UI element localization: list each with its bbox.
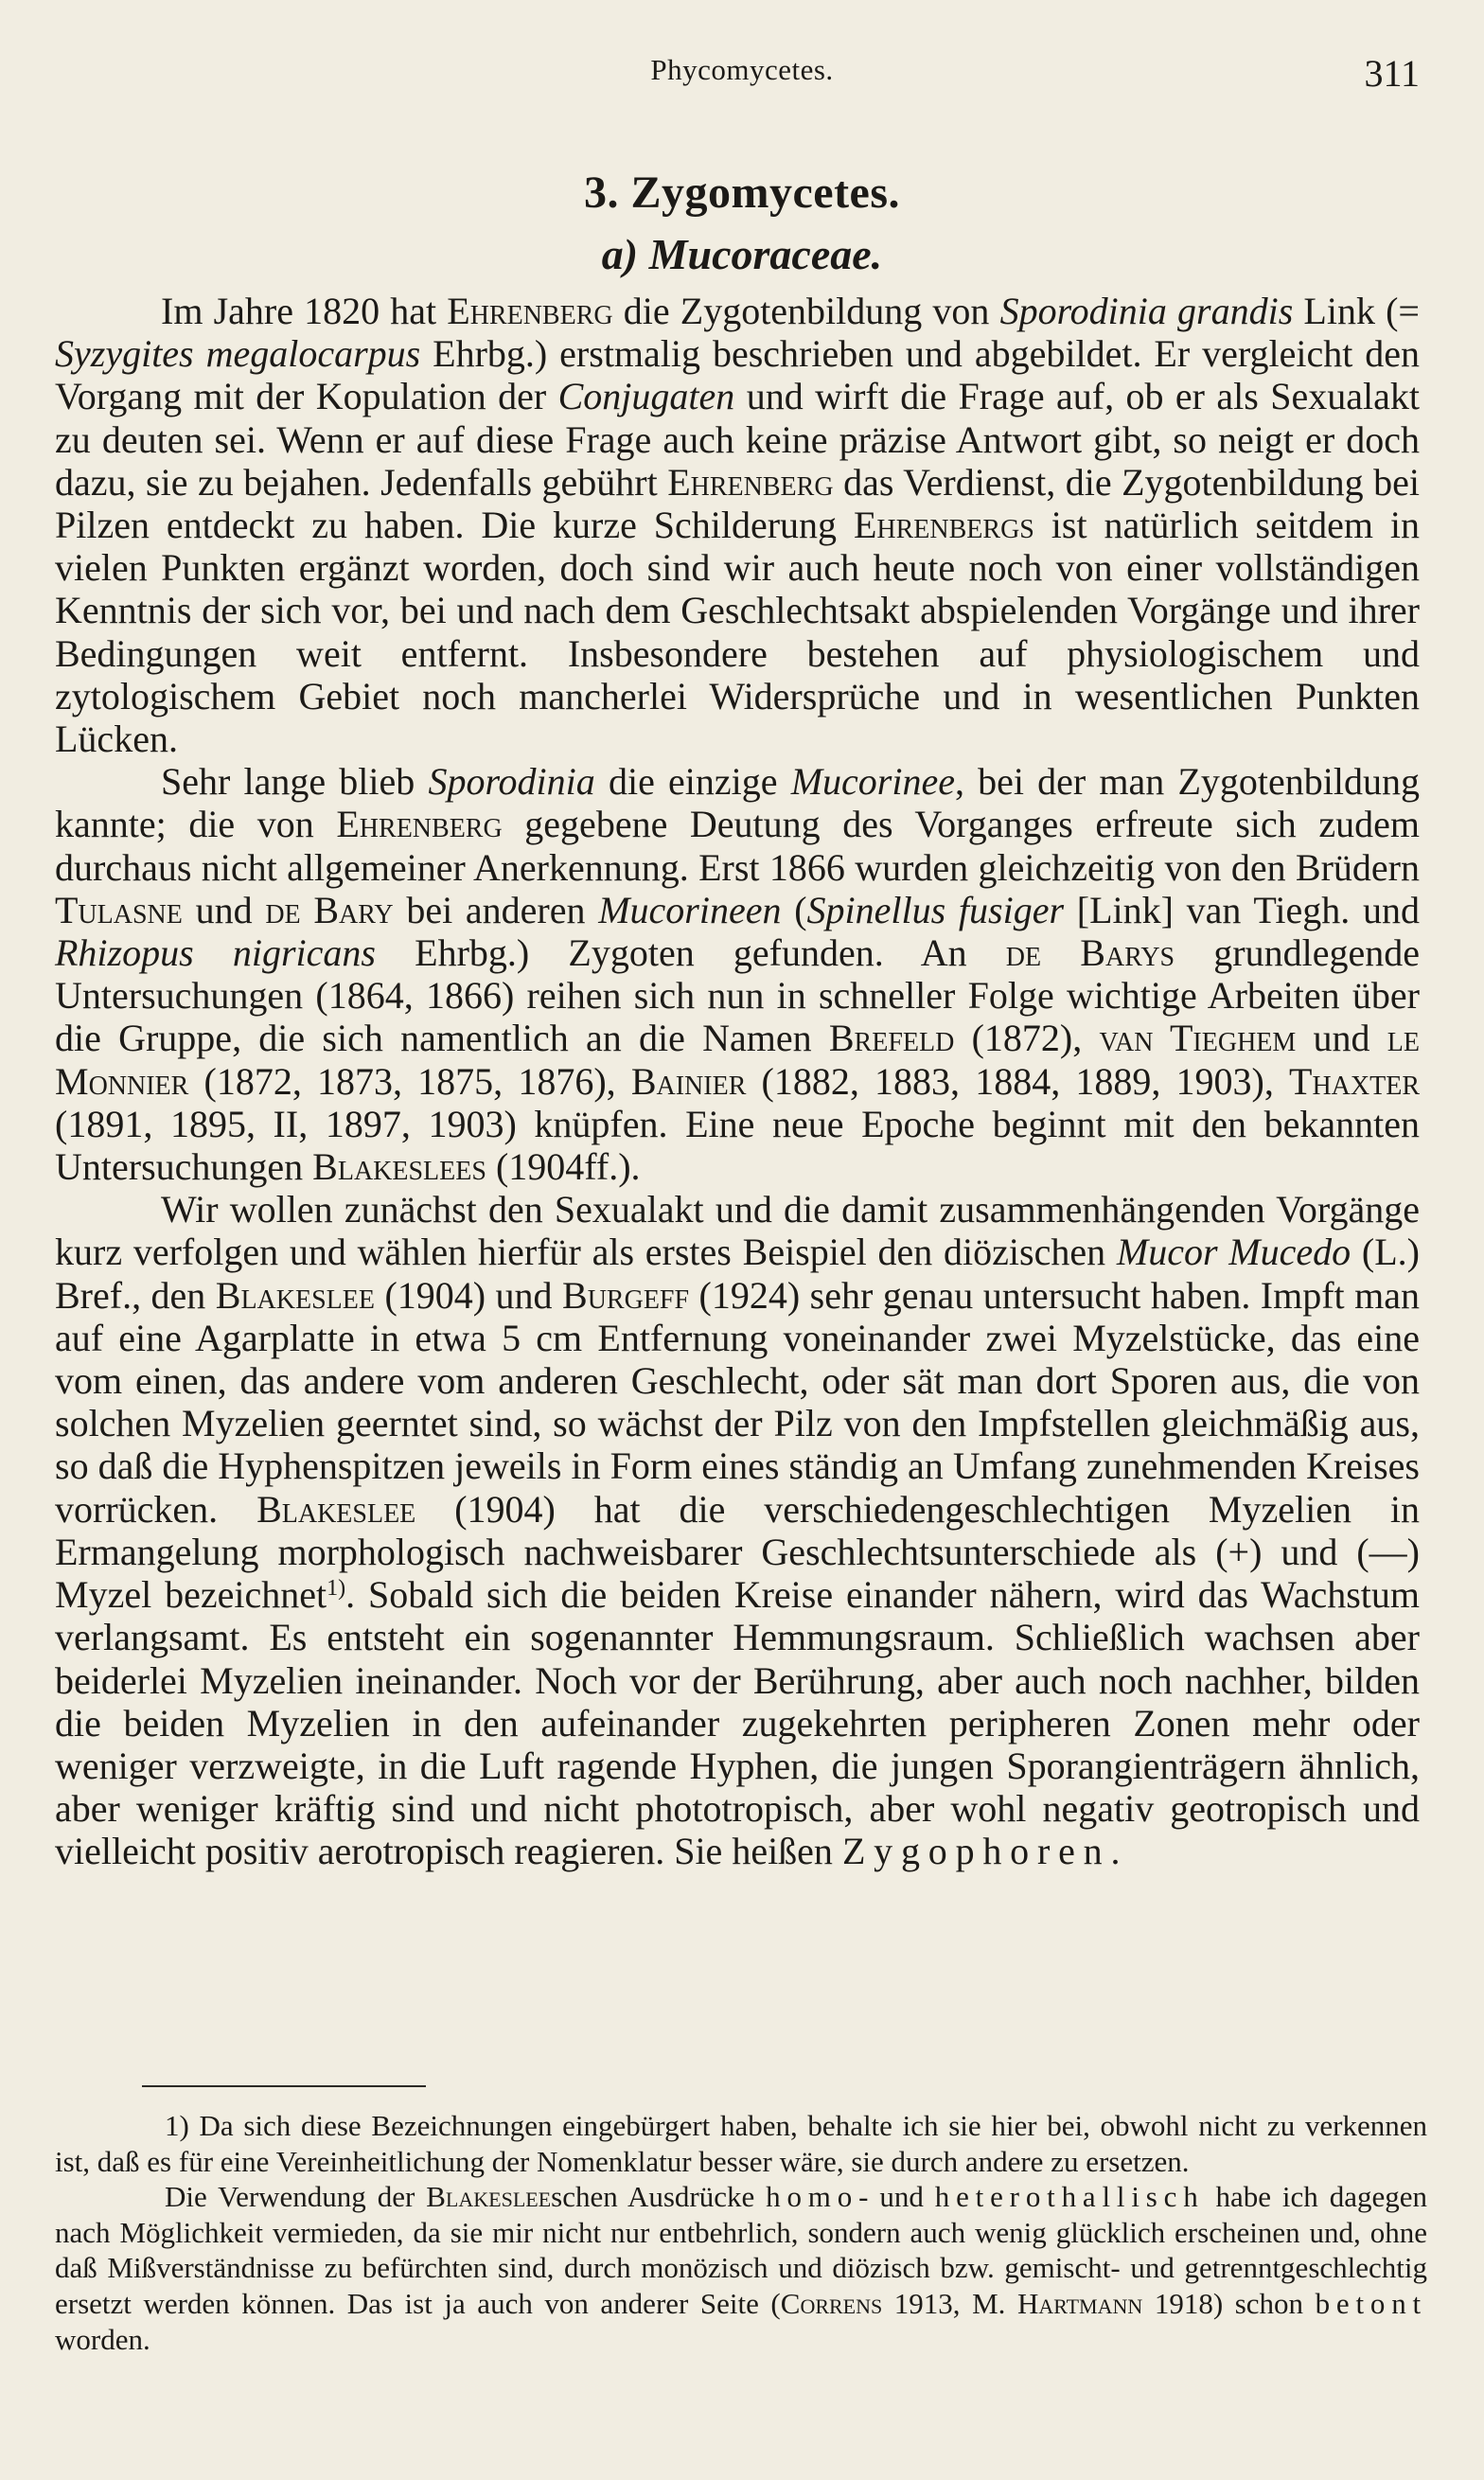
text-run: ( xyxy=(781,888,807,931)
footnote-paragraph xyxy=(55,2179,1427,2357)
text-run: (1872, 1873, 1875, 1876), xyxy=(188,1059,631,1103)
text-run: 1918) schon xyxy=(1142,2286,1316,2320)
text-run: Mucorinee xyxy=(790,760,955,804)
text-run: . Sobald sich die beiden Kreise einander nähern, wird das Wachstum verlangsamt. Es entsteht ein sogenannter Hemmungsraum. Schließlich wachsen aber beiderlei Myzelien ineinander. Noch vor der Berührung, aber auch noch nachher, bilden die beiden Myzelien in den aufeinander zugekehrten peripheren Zonen mehr oder weniger verzweigte, in die Luft ragende Hyphen, die jungen Sporangienträgern ähnlich, aber weniger kräftig sind und nicht phototropisch, aber wohl negativ geotropisch und vielleicht positiv aerotropisch reagieren. Sie heißen xyxy=(55,1573,1420,1873)
text-run: 1) Da sich diese Bezeichnungen eingebürgert haben, behalte ich sie hier bei, obwohl nicht zu verkennen ist, daß es für eine Vereinheitlichung der Nomenklatur besser wäre, sie durch andere zu ersetzen. xyxy=(55,2109,1427,2178)
text-run: Tulasne xyxy=(55,888,183,931)
running-head-title: Phycomycetes. xyxy=(650,53,834,86)
text-run: Im Jahre 1820 hat xyxy=(161,290,448,332)
text-run: Sporodinia xyxy=(428,760,595,804)
text-run: Blakeslee xyxy=(215,1273,375,1317)
text-run: Blakeslee xyxy=(426,2180,552,2214)
text-run: die einzige xyxy=(594,760,791,804)
text-run: (1904) und xyxy=(374,1273,563,1317)
body-paragraph xyxy=(55,290,1420,760)
text-run: de Barys xyxy=(1005,931,1175,975)
text-run: habe ich dagegen nach Möglichkeit vermieden, da sie mir nicht nur entbehrlich, sondern auch wenig glücklich erscheinen und, ohne daß Mißverständnisse zu befürchten sind, durch monözisch und diözisch bzw. gemischt- und getrenntgeschlechtig ersetzt werden können. Das ist ja auch von anderer Seite ( xyxy=(55,2180,1428,2320)
text-run: Blakeslee xyxy=(256,1487,416,1531)
text-run: Burgeff xyxy=(562,1273,690,1317)
text-run: van Tieghem xyxy=(1099,1017,1297,1060)
section-number: 3. xyxy=(583,168,619,218)
text-run: Ehrbg.) erstmalig beschrieben und abgebildet. Er vergleicht den Vorgang mit der Kopulation der xyxy=(55,332,1421,418)
section-heading xyxy=(0,167,1484,219)
text-run: Syzygites megalocarpus xyxy=(55,332,421,376)
text-run: betont xyxy=(1315,2286,1427,2320)
text-run: (1872), xyxy=(954,1017,1100,1060)
text-run: Ehrenberg xyxy=(336,803,503,846)
text-run: bei anderen xyxy=(393,888,599,931)
text-run: - und xyxy=(858,2180,935,2214)
text-run: 1913, M. xyxy=(882,2286,1017,2320)
text-run: Ehrbg.) Zygoten gefunden. An xyxy=(375,931,1006,975)
text-run: Blakeslees xyxy=(312,1145,486,1189)
text-run: Ehrenberg xyxy=(447,290,613,332)
text-run: le Monnier xyxy=(55,1017,1420,1103)
text-run: Bainier xyxy=(630,1059,747,1103)
running-head xyxy=(0,53,1484,100)
text-run: Ehrenbergs xyxy=(853,504,1034,547)
text-run: Hartmann xyxy=(1016,2286,1143,2320)
text-run: das Verdienst, die Zygotenbildung bei Pilzen entdeckt zu haben. Die kurze Schilderung xyxy=(55,460,1421,547)
subsection-title: Mucoraceae. xyxy=(648,230,883,278)
text-run: Conjugaten xyxy=(557,375,735,418)
text-run: [Link] van Tiegh. und xyxy=(1064,888,1421,931)
text-run: Mucor Mucedo xyxy=(1116,1231,1352,1274)
text-run: Brefeld xyxy=(828,1017,955,1060)
footnote-rule xyxy=(142,2085,426,2087)
text-run: die Zygotenbildung von xyxy=(612,290,1000,332)
text-run: (L.) Bref., den xyxy=(55,1231,1420,1317)
text-run: Sehr lange blieb xyxy=(161,760,429,804)
body-text xyxy=(55,290,1420,1873)
page-number: 311 xyxy=(1364,52,1420,95)
footnote-paragraph xyxy=(55,2108,1427,2179)
text-run: Ehrenberg xyxy=(667,460,834,504)
text-run: Correns xyxy=(780,2286,883,2320)
text-run: Sporodinia grandis xyxy=(999,290,1294,332)
text-run: worden. xyxy=(55,2322,150,2356)
subsection-letter: a) xyxy=(601,230,639,278)
text-run: ist natürlich seitdem in vielen Punkten ergänzt worden, doch sind wir auch heute noch von einer vollständigen Kenntnis der sich vor, bei und nach dem Geschlechtsakt abspielenden Vorgänge und ihrer Bedingungen weit entfernt. Insbesondere bestehen auf physiologischem und zytologischem Gebiet noch mancherlei Widersprüche und in wesentlichen Punkten Lücken. xyxy=(55,504,1420,761)
text-run: (1904ff.). xyxy=(486,1145,641,1189)
text-run: Rhizopus nigricans xyxy=(55,931,376,975)
text-run: (1904) hat die verschiedengeschlechtigen Myzelien in Ermangelung morphologisch nachweisbarer Geschlechtsunterschiede als (+) und (—) Myzel bezeichnet xyxy=(55,1487,1420,1617)
text-run: schen Ausdrücke xyxy=(551,2180,767,2214)
text-run: und wirft die Frage auf, ob er als Sexualakt zu deuten sei. Wenn er auf diese Frage auch keine präzise Antwort gibt, so neigt er doch dazu, sie zu bejahen. Jedenfalls gebührt xyxy=(55,375,1420,504)
text-run: . xyxy=(1110,1830,1121,1873)
text-run: Wir wollen zunächst den Sexualakt und die damit zusammenhängenden Vorgänge kurz verfolgen und wählen hierfür als erstes Beispiel den diözischen xyxy=(55,1188,1420,1274)
text-run: (1882, 1883, 1884, 1889, 1903), xyxy=(746,1059,1290,1103)
text-run: Link (= xyxy=(1293,290,1420,332)
footnotes xyxy=(55,2108,1427,2357)
text-run: und xyxy=(1296,1017,1387,1060)
subsection-heading xyxy=(0,229,1484,279)
body-paragraph xyxy=(55,1188,1420,1872)
text-run: (1891, 1895, II, 1897, 1903) knüpfen. Eine neue Epoche beginnt mit den bekannten Untersuchungen xyxy=(55,1102,1420,1189)
text-run: und xyxy=(182,888,266,931)
text-run: , bei der man Zygotenbildung kannte; die von xyxy=(55,760,1421,846)
text-run: Zygophoren xyxy=(841,1830,1111,1873)
text-run: Thaxter xyxy=(1289,1059,1421,1103)
section-title: Zygomycetes. xyxy=(630,168,901,218)
footnote-marker: 1) xyxy=(327,1575,346,1601)
text-run: heterothallisch xyxy=(934,2180,1205,2214)
text-run: Mucorineen xyxy=(598,888,782,931)
body-paragraph xyxy=(55,760,1420,1188)
text-run: Spinellus fusiger xyxy=(806,888,1065,931)
text-run: homo xyxy=(766,2180,859,2214)
text-run: Die Verwendung der xyxy=(165,2180,427,2214)
text-run: (1924) sehr genau untersucht haben. Impft man auf eine Agarplatte in etwa 5 cm Entfernung voneinander zwei Myzelstücke, das eine vom einen, das andere vom anderen Geschlecht, oder sät man dort Sporen aus, die von solchen Myzelien geerntet sind, so wächst der Pilz von den Impfstellen gleichmäßig aus, so daß die Hyphenspitzen jeweils in Form eines ständig an Umfang zunehmenden Kreises vorrücken. xyxy=(55,1273,1421,1531)
text-run: grundlegende Untersuchungen (1864, 1866) reihen sich nun in schneller Folge wichtige Arbeiten über die Gruppe, die sich namentlich an die Namen xyxy=(55,931,1421,1060)
text-run: de Bary xyxy=(265,888,394,931)
text-run: gegebene Deutung des Vorganges erfreute sich zudem durchaus nicht allgemeiner Anerkennung. Erst 1866 wurden gleichzeitig von den Brüdern xyxy=(55,803,1420,889)
